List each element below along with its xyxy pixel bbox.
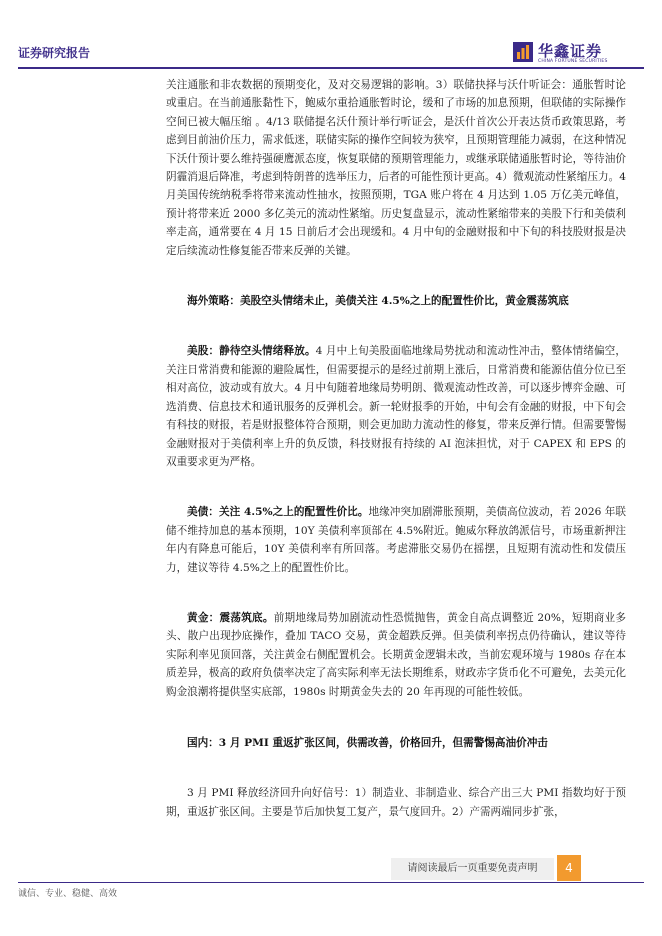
us-treasuries-text: 地缘冲突加剧滞胀预期，美债高位波动，若 2026 年联储不维持加息的基本预期，10Y 美债利率顶部在 4.5%附近。鲍威尔释放鸽派信号，市场重新押注年内有降息可能后，10Y 美债利率有所回落。考虑滞胀交易仍在摇摆，且短期有流动性和发债压力，建议等待 4.5%之上的配置性价比。 [166, 506, 626, 574]
section-title-domestic: 国内：3 月 PMI 重返扩张区间，供需改善，价格回升，但需警惕高油价冲击 [187, 736, 548, 749]
us-equities-lead: 美股：静待空头情绪释放。 [187, 345, 316, 358]
report-type-label: 证券研究报告 [18, 46, 91, 60]
paragraph-us-treasuries [166, 503, 626, 577]
brand-subtitle: CHINA FORTUNE SECURITIES [538, 59, 608, 64]
paragraph-gold [166, 609, 626, 701]
brand-logo [512, 40, 632, 68]
footer-divider [18, 882, 644, 883]
header-divider [18, 67, 644, 69]
us-equities-text: 4 月中上旬美股面临地缘局势扰动和流动性冲击，整体情绪偏空，关注日常消费和能源的避险属性，但需要提示的是经过前期上涨后，日常消费和能源估值分位已至相对高位，波动或有放大。4 月中旬随着地缘局势明朗、微观流动性改善，可以逐步博弈金融、可选消费、信息技术和通讯服务的反弹机会。新一轮财报季的开始，中旬会有金融的财报，中下旬会有科技的财报，若是财报整体符合预期，则会更加助力流动性的修复，带来反弹行情。但需要警惕金融财报对于美债利率上升的负反馈，科技财报有持续的 AI 泡沫担忧，对于 CAPEX 和 EPS 的双重要求更为严格。 [166, 345, 627, 468]
section-title-overseas-strategy: 海外策略：美股空头情绪未止，美债关注 4.5%之上的配置性价比，黄金震荡筑底 [187, 295, 569, 308]
paragraph-us-equities [166, 342, 626, 471]
footer-motto: 诚信、专业、稳健、高效 [18, 889, 118, 899]
page-number: 4 [557, 855, 581, 881]
paragraph-pmi: 3 月 PMI 释放经济回升向好信号：1）制造业、非制造业、综合产出三大 PMI 指数均好于预期，重返扩张区间。主要是节后加快复工复产，景气度回升。2）产需两端同步扩张， [166, 787, 626, 818]
report-body [166, 76, 626, 821]
gold-text: 前期地缘局势加剧流动性恐慌抛售，黄金自高点调整近 20%，短期商业多头、散户出现抄底操作，叠加 TACO 交易，黄金超跌反弹。但美债利率拐点仍待确认，建议等待实际利率见顶回落，关注黄金右侧配置机会。长期黄金逻辑未改，当前宏观环境与 1980s 存在本质差异，极高的政府负债率决定了高实际利率无法长期维系，财政赤字货币化不可避免，去美元化购金浪潮将提供坚实底部，1980s 时期黄金失去的 20 年再现的可能性较低。 [166, 611, 626, 698]
gold-lead: 黄金：震荡筑底。 [187, 611, 274, 624]
brand-mark-icon [512, 41, 534, 63]
us-treasuries-lead: 美债：关注 4.5%之上的配置性价比。 [187, 506, 369, 519]
paragraph-fed-outlook: 关注通胀和非农数据的预期变化，及对交易逻辑的影响。3）联储抉择与沃什听证会：通胀暂时论或重启。在当前通胀黏性下，鲍威尔重拾通胀暂时论，缓和了市场的加息预期，但联储的实际操作空间已被大幅压缩 。4/13 联储提名沃什预计举行听证会，是沃什首次公开表达货币政策思路，考虑到目前油价压力，需求低迷，联储实际的操作空间较为狭窄，且预期管理能力减弱，在这种情况下沃什预计要么维持强硬鹰派态度，恢复联储的预期管理能力，或继承联储通胀暂时论，等待油价阴霾消退后降准，考虑到特朗普的选举压力，后者的可能性预计更高。4）微观流动性紧缩压力。4 月美国传统纳税季将带来流动性抽水，按照预期，TGA 账户将在 4 月达到 1.05 万亿美元峰值，预计将带来近 2000 多亿美元的流动性紧缩。历史复盘显示，流动性紧缩带来的美股下行和美债利率走高，通常要在 4 月 15 日前后才会出现缓和。4 月中旬的金融财报和中下旬的科技股财报是决定后续流动性修复能否带来反弹的关键。 [166, 79, 626, 257]
disclaimer-notice: 请阅读最后一页重要免责声明 [391, 858, 554, 880]
brand-name: 华鑫证券 [538, 42, 603, 60]
